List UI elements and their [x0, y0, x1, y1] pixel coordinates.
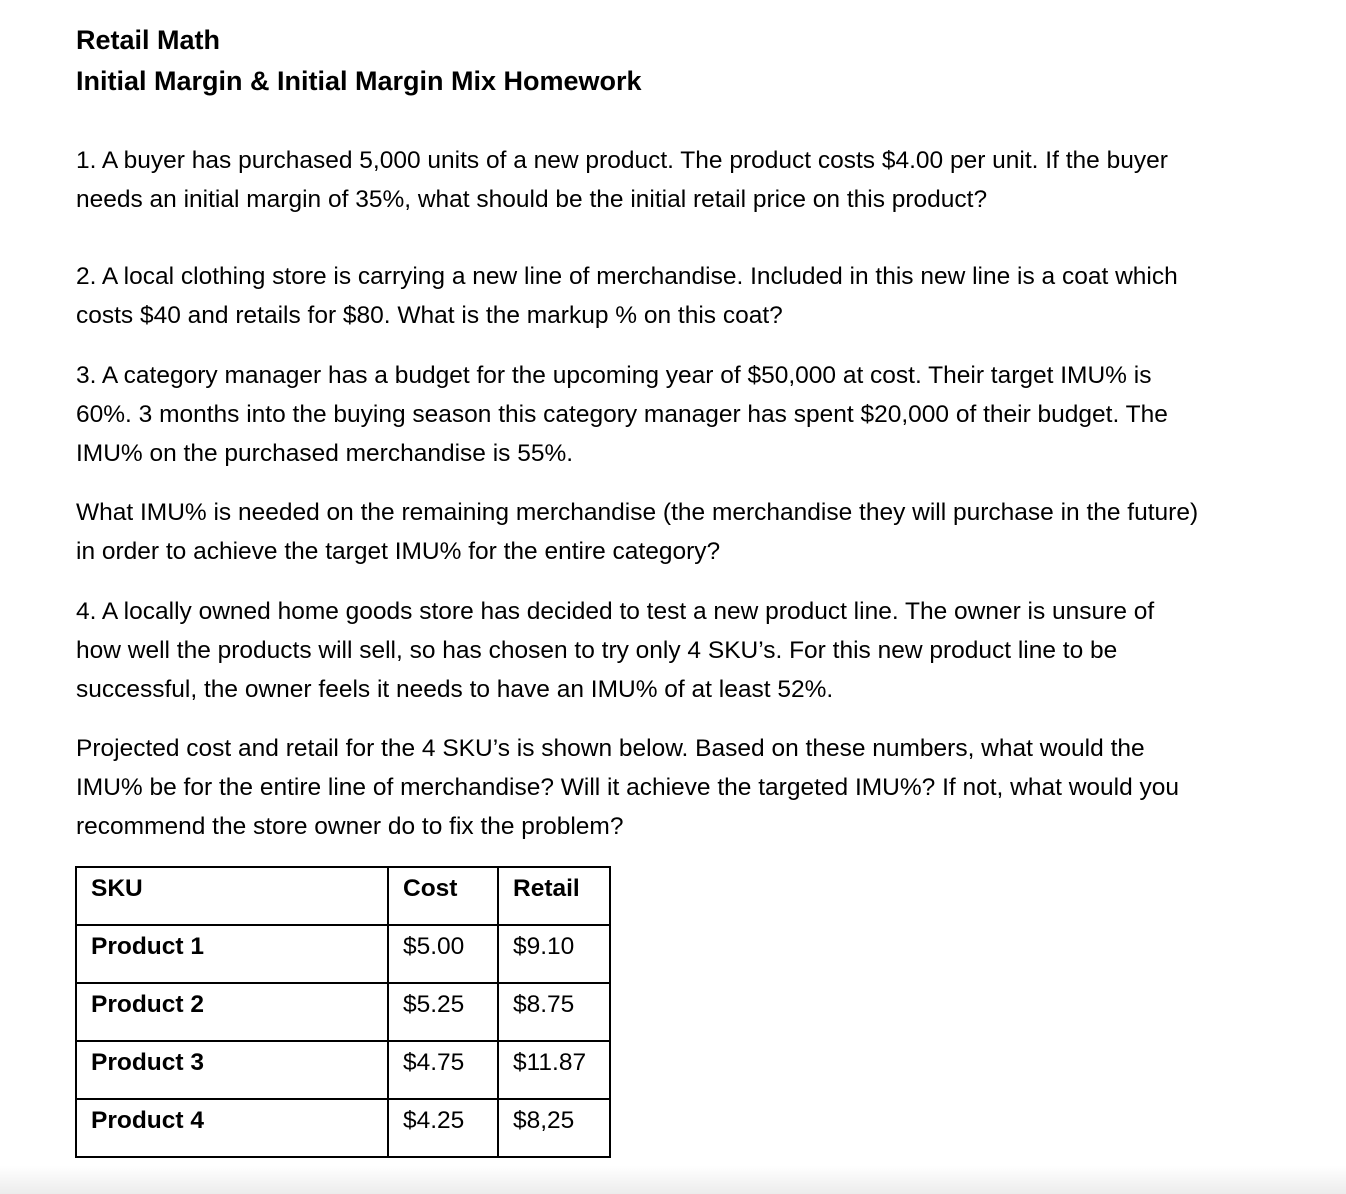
question-3-followup	[76, 493, 1326, 571]
course-title: Retail Math	[76, 25, 221, 55]
sku-retail: $11.87	[498, 1041, 610, 1099]
question-line: What IMU% is needed on the remaining merchandise (the merchandise they will purchase in the future)	[76, 499, 1199, 526]
sku-retail: $8,25	[498, 1099, 610, 1157]
question-line: successful, the owner feels it needs to have an IMU% of at least 52%.	[76, 676, 834, 703]
table-row	[76, 1041, 610, 1099]
table-row	[76, 925, 610, 983]
table-row	[76, 1099, 610, 1157]
header-retail: Retail	[498, 867, 610, 925]
sku-cost: $5.00	[388, 925, 498, 983]
question-line: recommend the store owner do to fix the problem?	[76, 813, 624, 840]
question-4	[76, 592, 1326, 709]
question-line: 3. A category manager has a budget for the upcoming year of $50,000 at cost. Their target IMU% is	[76, 362, 1152, 389]
sku-name: Product 2	[76, 983, 388, 1041]
question-line: needs an initial margin of 35%, what should be the initial retail price on this product?	[76, 186, 988, 213]
question-2	[76, 257, 1326, 335]
sku-cost: $5.25	[388, 983, 498, 1041]
sku-retail: $9.10	[498, 925, 610, 983]
table-header-row	[76, 867, 610, 925]
sku-retail: $8.75	[498, 983, 610, 1041]
sku-cost: $4.75	[388, 1041, 498, 1099]
question-line: Projected cost and retail for the 4 SKU’s is shown below. Based on these numbers, what would the	[76, 735, 1145, 762]
question-line: 1. A buyer has purchased 5,000 units of a new product. The product costs $4.00 per unit. If the buyer	[76, 147, 1168, 174]
table-row	[76, 983, 610, 1041]
header-cost: Cost	[388, 867, 498, 925]
question-line: 2. A local clothing store is carrying a new line of merchandise. Included in this new line is a coat which	[76, 263, 1178, 290]
question-4-followup	[76, 729, 1326, 846]
sku-cost: $4.25	[388, 1099, 498, 1157]
question-line: how well the products will sell, so has chosen to try only 4 SKU’s. For this new product line to be	[76, 637, 1118, 664]
sku-name: Product 3	[76, 1041, 388, 1099]
question-1	[76, 141, 1326, 219]
assignment-title: Initial Margin & Initial Margin Mix Homework	[76, 66, 642, 96]
question-line: 60%. 3 months into the buying season this category manager has spent $20,000 of their budget. The	[76, 401, 1168, 428]
header-sku: SKU	[76, 867, 388, 925]
question-line: 4. A locally owned home goods store has decided to test a new product line. The owner is unsure of	[76, 598, 1155, 625]
question-line: in order to achieve the target IMU% for the entire category?	[76, 538, 721, 565]
question-3	[76, 356, 1326, 473]
question-line: costs $40 and retails for $80. What is the markup % on this coat?	[76, 302, 783, 329]
sku-name: Product 1	[76, 925, 388, 983]
sku-table	[75, 866, 611, 1158]
sku-name: Product 4	[76, 1099, 388, 1157]
question-line: IMU% on the purchased merchandise is 55%.	[76, 440, 574, 467]
question-line: IMU% be for the entire line of merchandise? Will it achieve the targeted IMU%? If not, what would you	[76, 774, 1180, 801]
page-bottom-shadow	[0, 1166, 1346, 1194]
